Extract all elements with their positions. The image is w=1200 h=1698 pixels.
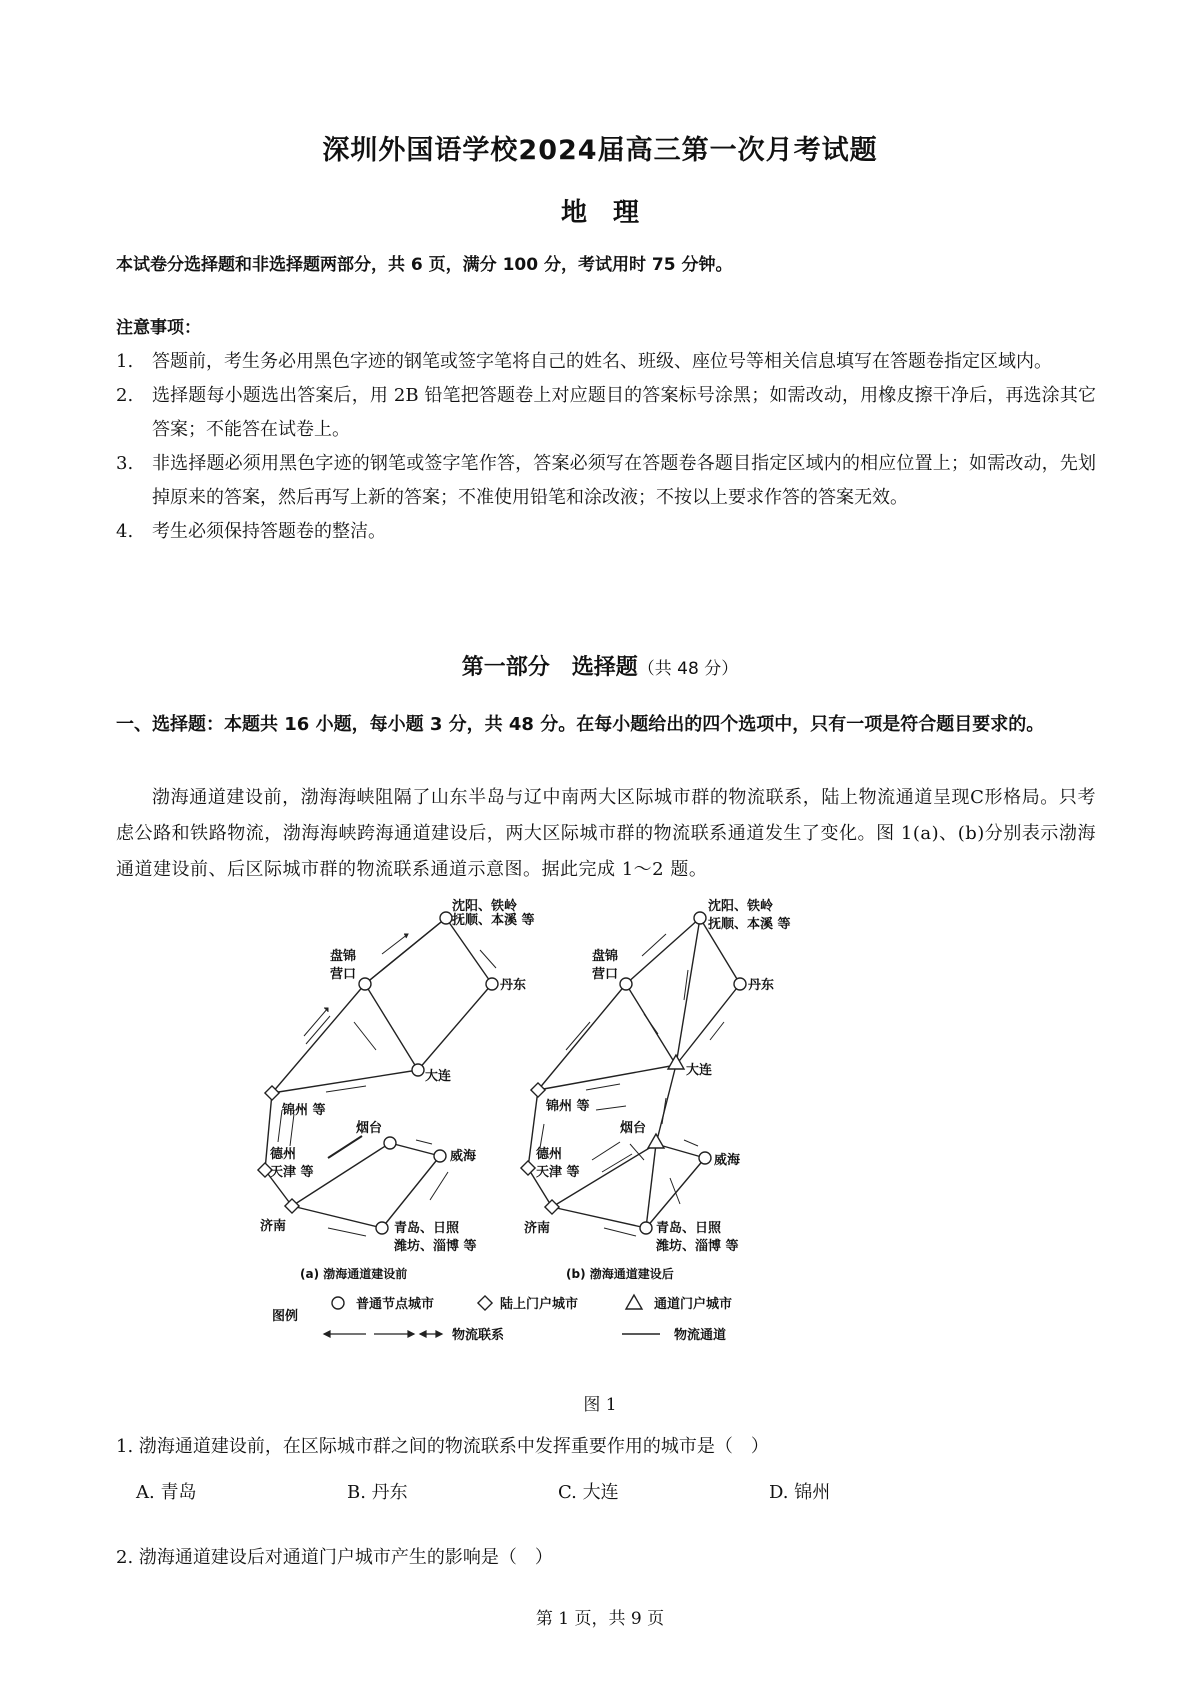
node-dezhou-b (521, 1161, 535, 1175)
question-1-options (136, 1478, 1036, 1504)
label-jinan-a: 济南 (260, 1219, 287, 1234)
label-dalian-a: 大连 (425, 1069, 452, 1084)
node-shenyang-a (440, 912, 452, 924)
node-dalian-a (412, 1064, 424, 1076)
label-dezhou-2-b: 天津 等 (536, 1165, 580, 1180)
label-panjin-2-a: 营口 (330, 967, 357, 982)
legend-flow-channel: 物流通道 (674, 1328, 727, 1343)
section-heading: 一、选择题：本题共 16 小题，每小题 3 分，共 48 分。在每小题给出的四个选项中，只有一项是符合题目要求的。 (116, 714, 1045, 735)
node-yantai-b (648, 1134, 664, 1148)
legend-channel-gateway: 通道门户城市 (654, 1297, 733, 1312)
option-b: B. 丹东 (347, 1482, 408, 1503)
notice-item: 4. 考生必须保持答题卷的整洁。 (116, 521, 386, 542)
legend-land-gateway: 陆上门户城市 (500, 1297, 579, 1312)
notice-list (116, 345, 1096, 549)
question-2-stem: 2. 渤海通道建设后对通道门户城市产生的影响是（ ） (116, 1547, 553, 1568)
question-1-stem: 1. 渤海通道建设前，在区际城市群之间的物流联系中发挥重要作用的城市是（ ） (116, 1436, 769, 1457)
node-shenyang-b (694, 912, 706, 924)
label-dandong-b: 丹东 (748, 978, 775, 993)
option-a: A. 青岛 (136, 1482, 197, 1503)
label-dalian-b: 大连 (686, 1063, 713, 1078)
subject-title: 地 理 (560, 198, 639, 228)
node-dandong-a (486, 978, 498, 990)
node-panjin-a (359, 978, 371, 990)
exam-title: 深圳外国语学校2024届高三第一次月考试题 (322, 135, 878, 166)
notice-item: 3. 非选择题必须用黑色字迹的钢笔或签字笔作答，答案必须写在答题卷各题目指定区域内的相应位置上；如需改动，先划掉原来的答案，然后再写上新的答案；不准使用铅笔和涂改液；不按以上要求作答的答案无效。 (116, 453, 1096, 508)
node-panjin-b (620, 978, 632, 990)
node-weihai-b (699, 1152, 711, 1164)
node-yantai-a (384, 1137, 396, 1149)
label-dezhou-2-a: 天津 等 (270, 1165, 314, 1180)
legend-normal-city: 普通节点城市 (356, 1297, 435, 1312)
label-dezhou-1-a: 德州 (270, 1147, 297, 1162)
label-dezhou-1-b: 德州 (536, 1147, 563, 1162)
label-shenyang-1-a: 沈阳、铁岭 (452, 899, 518, 914)
label-yantai-a: 烟台 (356, 1121, 383, 1136)
label-qingdao-1-a: 青岛、日照 (394, 1221, 460, 1236)
notice-heading: 注意事项： (116, 318, 201, 338)
label-shenyang-2-b: 抚顺、本溪 等 (708, 917, 791, 932)
notice-item: 1. 答题前，考生务必用黑色字迹的钢笔或签字笔将自己的姓名、班级、座位号等相关信息填写在答题卷指定区域内。 (116, 351, 1052, 372)
label-qingdao-2-b: 潍坊、淄博 等 (656, 1239, 739, 1254)
label-jinzhou-a: 锦州 等 (282, 1103, 326, 1118)
legend-flow-link-icon (324, 1331, 442, 1337)
legend-title: 图例 (272, 1309, 299, 1324)
label-yantai-b: 烟台 (620, 1121, 647, 1136)
intro-text: 本试卷分选择题和非选择题两部分，共 6 页，满分 100 分，考试用时 75 分钟。 (116, 255, 733, 275)
node-dandong-b (734, 978, 746, 990)
label-jinzhou-b: 锦州 等 (546, 1099, 590, 1114)
node-jinan-a (285, 1199, 299, 1213)
label-jinan-b: 济南 (524, 1221, 551, 1236)
label-weihai-a: 威海 (450, 1149, 477, 1164)
figure-caption: 图 1 (583, 1395, 617, 1415)
label-qingdao-2-a: 潍坊、淄博 等 (394, 1239, 477, 1254)
option-d: D. 锦州 (769, 1482, 831, 1503)
node-jinan-b (545, 1200, 559, 1214)
node-qingdao-a (376, 1222, 388, 1234)
city-nodes-a (258, 912, 498, 1234)
label-panjin-1-b: 盘锦 (592, 949, 619, 964)
node-qingdao-b (640, 1222, 652, 1234)
notice-item: 2. 选择题每小题选出答案后，用 2B 铅笔把答题卷上对应题目的答案标号涂黑；如需改动，用橡皮擦干净后，再选涂其它答案；不能答在试卷上。 (116, 385, 1096, 440)
caption-a: (a) 渤海通道建设前 (300, 1267, 408, 1281)
label-panjin-1-a: 盘锦 (330, 949, 357, 964)
page-footer: 第 1 页，共 9 页 (535, 1609, 665, 1629)
label-shenyang-1-b: 沈阳、铁岭 (708, 899, 774, 914)
figure-legend (272, 1295, 732, 1343)
label-qingdao-1-b: 青岛、日照 (656, 1221, 722, 1236)
label-dandong-a: 丹东 (500, 978, 527, 993)
label-shenyang-2-a: 抚顺、本溪 等 (452, 913, 535, 928)
legend-circle-icon (332, 1297, 344, 1309)
reading-passage: 渤海通道建设前，渤海海峡阻隔了山东半岛与辽中南两大区际城市群的物流联系，陆上物流通道呈现C形格局。只考虑公路和铁路物流，渤海海峡跨海通道建设后，两大区际城市群的物流联系通道发生了变化。图 1(a)、(b)分别表示渤海通道建设前、后区际城市群的物流联系通道示意图。据此完成 1～2 题。 (116, 787, 1096, 880)
legend-diamond-icon (478, 1296, 492, 1310)
legend-flow-link: 物流联系 (452, 1328, 505, 1343)
node-weihai-a (434, 1150, 446, 1162)
logistics-map-figure (260, 899, 830, 1380)
option-c: C. 大连 (558, 1482, 619, 1503)
part-heading: 第一部分 选择题（共 48 分） (461, 655, 739, 680)
label-weihai-b: 威海 (714, 1153, 741, 1168)
caption-b: (b) 渤海通道建设后 (566, 1267, 674, 1281)
label-panjin-2-b: 营口 (592, 967, 619, 982)
legend-triangle-icon (626, 1295, 642, 1309)
